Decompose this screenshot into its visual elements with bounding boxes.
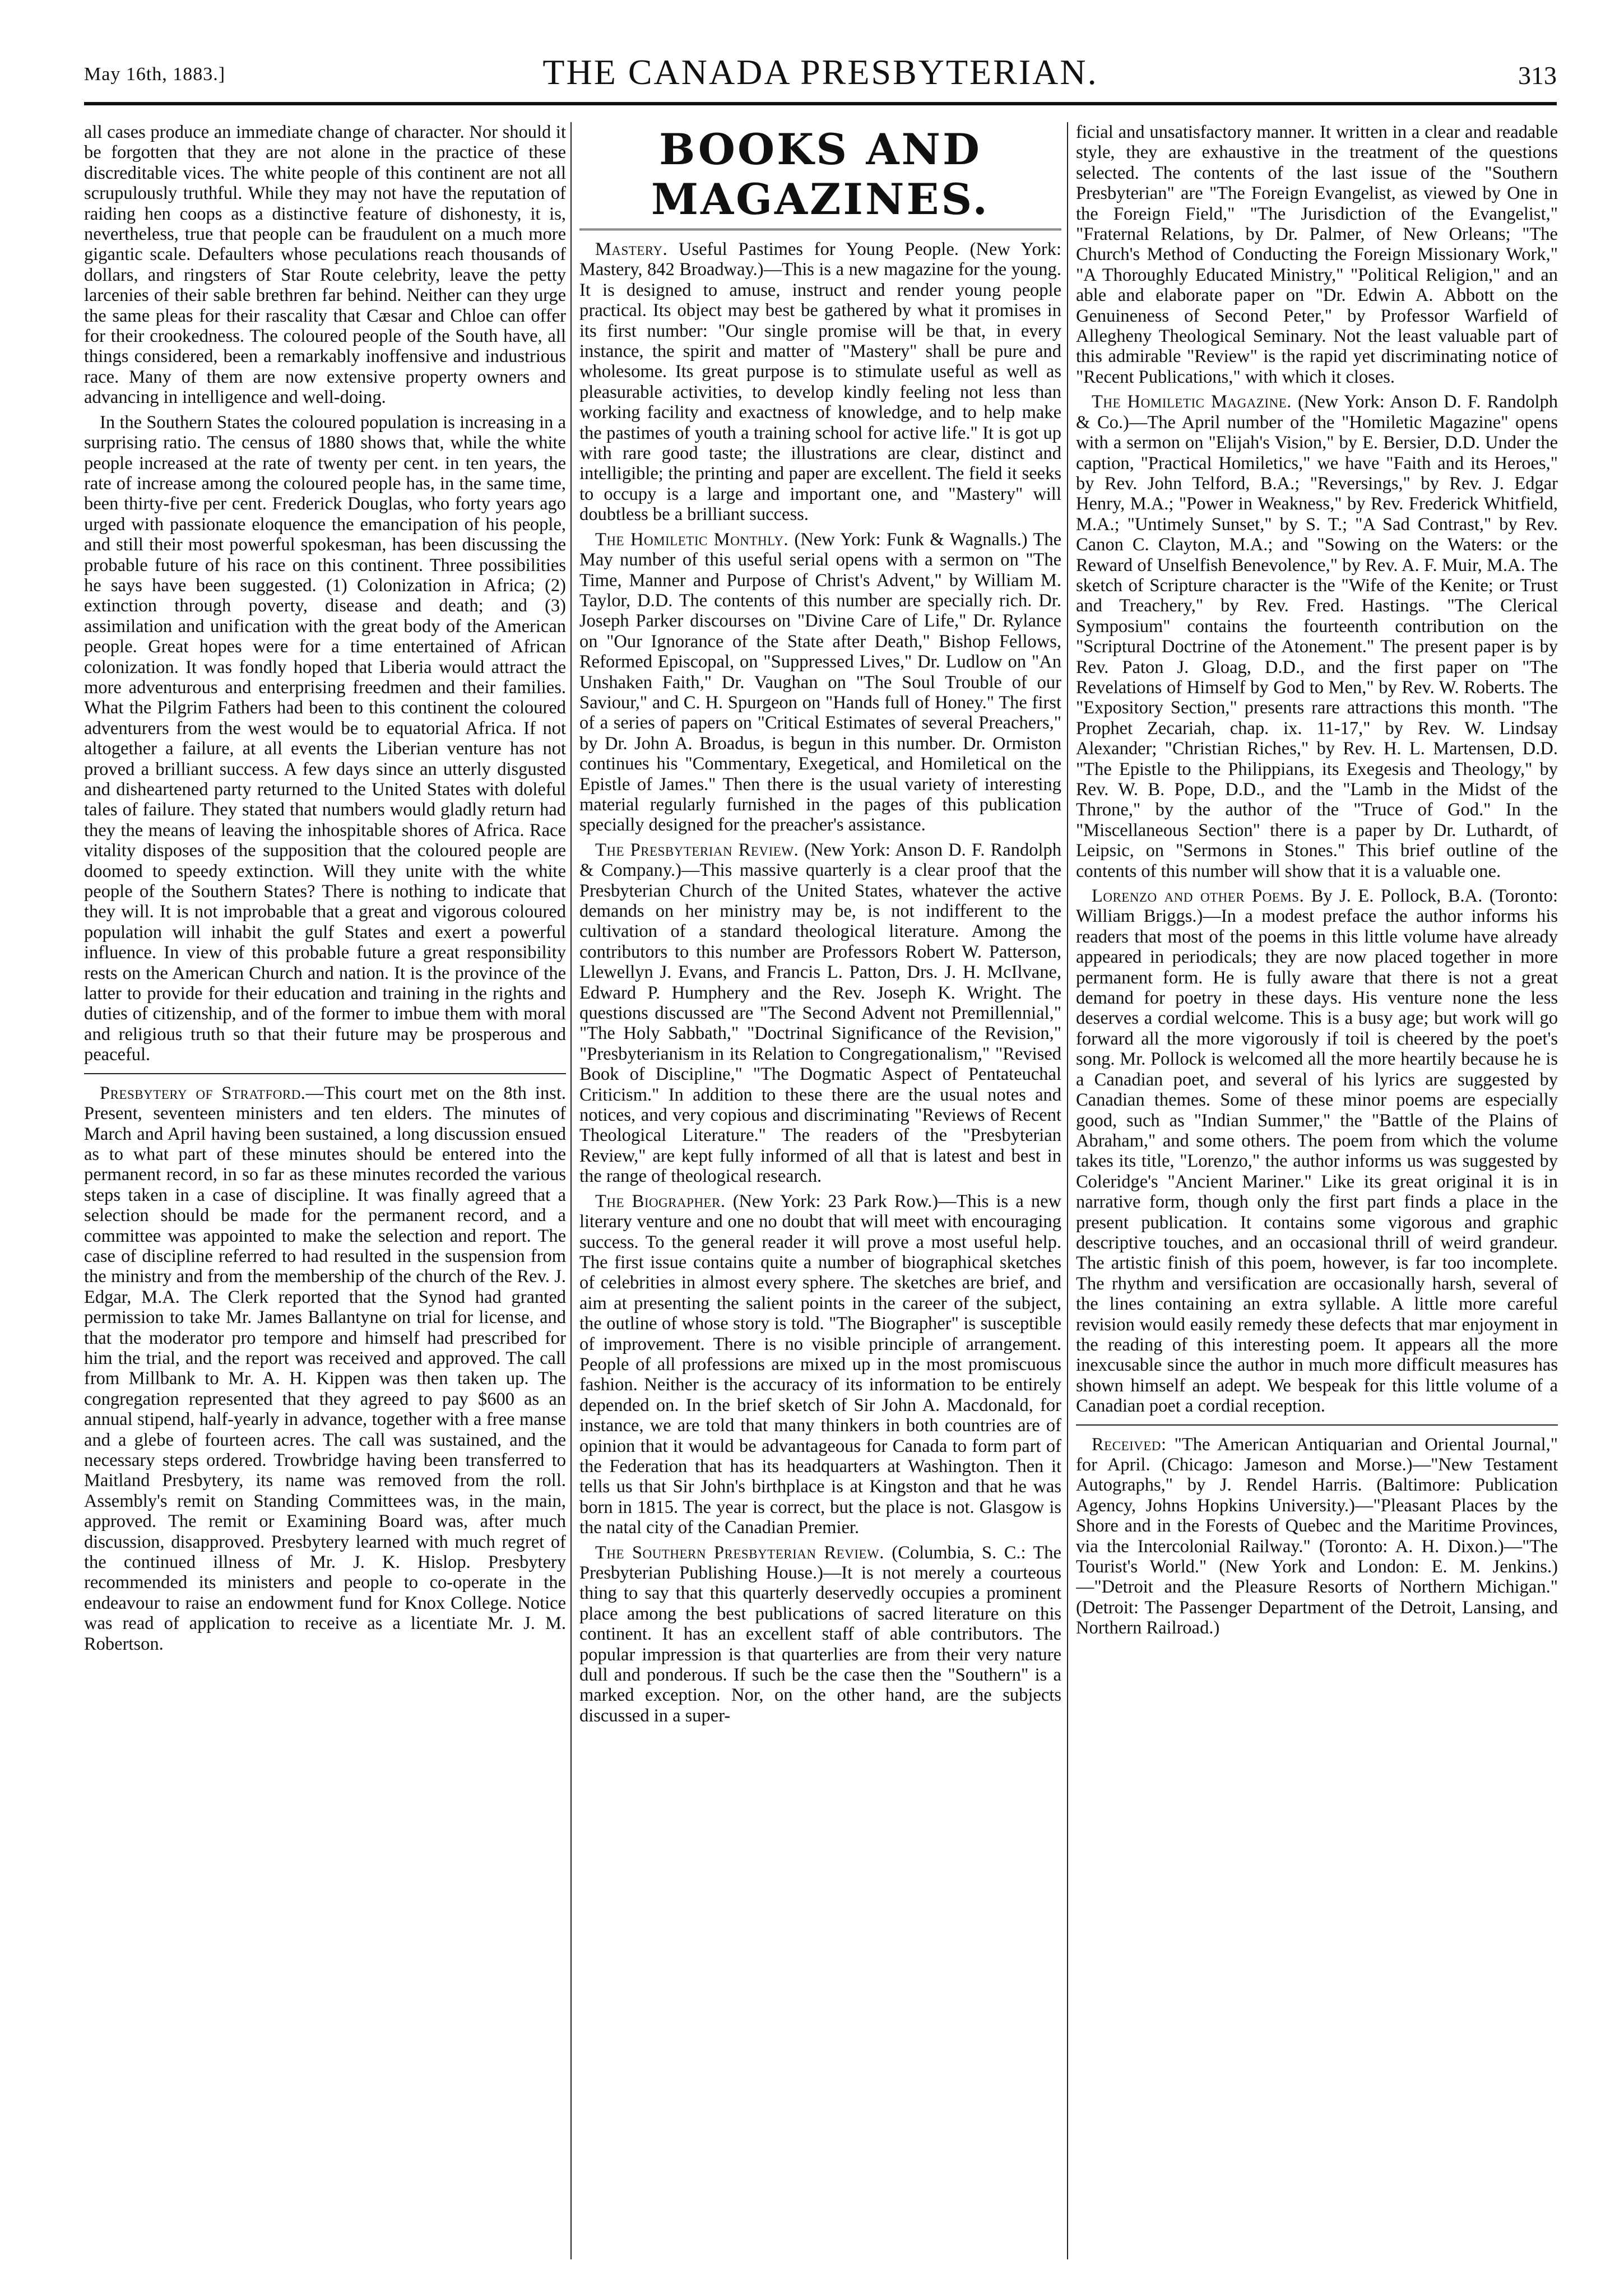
review-biographer: [579, 1191, 1061, 1538]
masthead-title: THE CANADA PRESBYTERIAN.: [542, 52, 1098, 92]
column-left: [84, 122, 566, 2259]
section-divider: [1076, 1424, 1558, 1426]
review-lead: The Presbyterian Review.: [595, 839, 799, 860]
review-southern-presbyterian: [579, 1543, 1061, 1726]
review-body: (New York: Funk & Wagnalls.) The May number of this useful serial opens with a sermon on "The Time, Manner and Purpose of Christ's Advent," by William M. Taylor, D.D. The contents of this number are specially rich. Dr. Joseph Parker discourses on "Divine Care of Life," Dr. Rylance on "Our Ignorance of the State after Death," Bishop Fellows, Reformed Episcopal, on "Suppressed Lives," Dr. Ludlow on "An Unshaken Faith," Dr. Vaughan on "The Soul Trouble of our Saviour," and C. H. Spurgeon on "Hands full of Honey." The first of a series of papers on "Critical Estimates of several Preachers," by Dr. John A. Broadus, is begun in this number. Dr. Ormiston continues his "Commentary, Exegetical, and Homiletical on the Epistle of James." Then there is the usual variety of interesting material regularly furnished in the pages of this publication specially designed for the preacher's assistance.: [579, 529, 1061, 835]
article-paragraph: all cases produce an immediate change of character. Nor should it be forgotten that they are not alone in the practice of these discreditable vices. The white people of this continent are not all scrupulously truthful. While they may not have the reputation of raiding hen coops as a distinctive feature of dishonesty, it is, nevertheless, true that people can be fraudulent on a much more gigantic scale. Defaulters whose peculations reach thousands of dollars, and ringsters of Star Route celebrity, leave the petty larcenies of their sable brethren far behind. Neither can they urge the same pleas for their rascality that Cæsar and Chloe can offer for their crookedness. The coloured people of the South have, all things considered, been a remarkably inoffensive and industrious race. Many of them are now extensive property owners and advancing in intelligence and well-doing.: [84, 122, 566, 408]
presbytery-notice: [84, 1083, 566, 1654]
review-lead: Lorenzo and other Poems.: [1092, 886, 1305, 907]
notice-lead: Presbytery of Stratford.: [100, 1083, 306, 1103]
review-body: Useful Pastimes for Young People. (New York: Mastery, 842 Broadway.)—This is a new magazine for the young. It is designed to amuse, instruct and render young people practical. Its object may best be gathered by what it promises in its first number: "Our single promise will be that, in every instance, the spirit and matter of "Mastery" shall be pure and wholesome. Its great purpose is to stimulate useful as well as pleasurable activities, to develop kindly feeling not less than working facility and exactness of knowledge, and to help make the pastimes of youth a training school for active life." It is got up with rare good taste; the illustrations are clear, distinct and intelligible; the printing and paper are excellent. The field it seeks to occupy is a large and important one, and "Mastery" will doubtless be a brilliant success.: [579, 239, 1061, 525]
section-title: BOOKS AND MAGAZINES.: [579, 122, 1061, 230]
received-lead: Received:: [1092, 1434, 1167, 1455]
review-homiletic-magazine: [1076, 392, 1558, 881]
issue-date: May 16th, 1883.]: [84, 64, 226, 85]
review-continuation: ficial and unsatisfactory manner. It written in a clear and readable style, they are exhaustive in the treatment of the questions selected. The contents of the last issue of the "Southern Presbyterian" are "The Foreign Evangelist, as viewed by One in the Foreign Field," "The Jurisdiction of the Evangelist," "Fraternal Relations, by Dr. Palmer, of New Orleans; "The Church's Method of Conducting the Foreign Missionary Work," "A Thoroughly Educated Ministry," "Political Religion," and an able and elaborate paper on "Dr. Edwin A. Abbott on the Genuineness of Second Peter," by Professor Warfield of Allegheny Theological Seminary. Not the least valuable part of this admirable "Review" is the rapid yet discriminating notice of "Recent Publications," with which it closes.: [1076, 122, 1558, 387]
section-divider: [84, 1073, 566, 1074]
review-body: (New York: Anson D. F. Randolph & Company.)—This massive quarterly is a clear proof that the Presbyterian Church of the United States, whatever the active demands on her ministry may be, is not indifferent to the cultivation of a standard theological literature. Among the contributors to this number are Professors Robert W. Patterson, Llewellyn J. Evans, and Francis L. Patton, Drs. J. H. McIlvane, Edward P. Humphery and the Rev. Joseph K. Wright. The questions discussed are "The Second Advent not Premillennial," "The Holy Sabbath," "Doctrinal Significance of the Revision," "Presbyterianism in its Relation to Congregationalism," "Revised Book of Discipline," "The Dogmatic Aspect of Pentateuchal Criticism." In addition to these there are the usual notes and notices, and very copious and discriminating "Reviews of Recent Theological Literature." The readers of the "Presbyterian Review," are kept fully informed of all that is latest and best in the range of theological research.: [579, 839, 1061, 1187]
review-homiletic-monthly: [579, 530, 1061, 835]
review-presbyterian-review: [579, 840, 1061, 1187]
notice-body: —This court met on the 8th inst. Present, seventeen ministers and ten elders. The minutes of March and April having been sustained, a long discussion ensued as to what part of these minutes should be entered into the permanent record, in so far as these minutes recorded the various steps taken in a case of discipline. It was finally agreed that a selection should be made for the permanent record, and a committee was appointed to make the selection and report. The case of discipline referred to had resulted in the suspension from the ministry and from the membership of the church of the Rev. J. Edgar, M.A. The Clerk reported that the Synod had granted permission to take Mr. James Ballantyne on trial for license, and that the moderator pro tempore and himself had prescribed for him the trial, and the report was received and approved. The call from Millbank to Mr. A. H. Kippen was then taken up. The congregation represented that they agreed to pay $600 as an annual stipend, half-yearly in advance, together with a free manse and a glebe of fourteen acres. The call was sustained, and the necessary steps ordered. Trowbridge having been transferred to Maitland Presbytery, its name was removed from the roll. Assembly's remit on Standing Committees was, in the main, approved. The remit or Examining Board was, after much discussion, disapproved. Presbytery learned with much regret of the continued illness of Mr. J. K. Hislop. Presbytery recommended its ministers and people to co-operate in the endeavour to raise an endowment fund for Knox College. Notice was read of application to receive as a licentiate Mr. J. M. Robertson.: [84, 1083, 566, 1654]
column-rule: [1067, 122, 1068, 2259]
received-body: "The American Antiquarian and Oriental Journal," for April. (Chicago: Jameson and Morse.)—"New Testament Autographs," by J. Rendel Harris. (Baltimore: Publication Agency, Johns Hopkins University.)—"Pleasant Places by the Shore and in the Forests of Quebec and the Maritime Provinces, via the Intercolonial Railway." (Toronto: A. H. Dixon.)—"The Tourist's World." (New York and London: E. M. Jenkins.)—"Detroit and the Pleasure Resorts of Northern Michigan." (Detroit: The Passenger Department of the Detroit, Lansing, and Northern Railroad.): [1076, 1434, 1558, 1638]
review-body: (Columbia, S. C.: The Presbyterian Publishing House.)—It is not merely a courteous thing to say that this quarterly deservedly occupies a prominent place among the best publications of sacred literature on this continent. It has an excellent staff of able contributors. The popular impression is that quarterlies are from their very nature dull and ponderous. If such be the case then the "Southern" is a marked exception. Nor, on the other hand, are the subjects discussed in a super-: [579, 1542, 1061, 1726]
review-lead: The Southern Presbyterian Review.: [595, 1542, 884, 1563]
review-lead: The Homiletic Monthly.: [595, 529, 789, 550]
column-rule: [570, 122, 572, 2259]
review-lorenzo: [1076, 886, 1558, 1417]
review-mastery: [579, 239, 1061, 525]
review-lead: The Homiletic Magazine.: [1092, 392, 1292, 412]
article-paragraph: In the Southern States the coloured population is increasing in a surprising ratio. The census of 1880 shows that, while the white people increased at the rate of twenty per cent. in ten years, the rate of increase among the coloured people has, in the same time, been thirty-five per cent. Frederick Douglas, who forty years ago urged with passionate eloquence the emancipation of his people, and still their most powerful spokesman, has been discussing the probable future of his race on this continent. Three possibilities he says have been suggested. (1) Colonization in Africa; (2) extinction through poverty, disease and death; and (3) assimilation and unification with the great body of the American people. Great hopes were for a time entertained of African colonization. It was fondly hoped that Liberia would attract the more adventurous and enterprising freedmen and their families. What the Pilgrim Fathers had been to this continent the coloured adventurers from the west would be to equatorial Africa. If not altogether a failure, at all events the Liberian venture has not proved a brilliant success. A few days since an utterly disgusted and disheartened party returned to the United States with doleful tales of failure. They stated that numbers would gladly return had they the means of leaving the inhospitable shores of Africa. Race vitality disposes of the supposition that the coloured people are doomed to speedy extinction. Will they unite with the white people of the Southern States? There is nothing to indicate that they will. It is not improbable that a great and vigorous coloured population will inhabit the gulf States and exert a powerful influence. In view of this probable future a great responsibility rests on the American Church and nation. It is the province of the latter to provide for their education and training in the rights and duties of citizenship, and of the former to imbue them with moral and religious truth so that their future may be prosperous and peaceful.: [84, 412, 566, 1065]
review-lead: The Biographer.: [595, 1191, 726, 1212]
review-body: (New York: 23 Park Row.)—This is a new literary venture and one no doubt that will meet with encouraging success. To the general reader it will prove a most useful help. The first issue contains quite a number of biographical sketches of celebrities in almost every sphere. The sketches are brief, and aim at presenting the salient points in the career of the subject, the outline of whose story is told. "The Biographer" is susceptible of improvement. There is no visible principle of arrangement. People of all professions are mixed up in the most promiscuous fashion. Neither is the accuracy of its information to be entirely depended on. In the brief sketch of Sir John A. Macdonald, for instance, we are told that many thinkers in both countries are of opinion that it would be advantageous for Canada to form part of the Federation that has its headquarters at Washington. Then it tells us that Sir John's birthplace is at Kingston and that he was born in 1815. The year is correct, but the place is not. Glasgow is the natal city of the Canadian Premier.: [579, 1191, 1061, 1538]
review-lead: Mastery.: [595, 239, 668, 259]
received-list: [1076, 1435, 1558, 1638]
page-number: 313: [1518, 61, 1557, 90]
column-middle: [579, 122, 1061, 2259]
review-body: By J. E. Pollock, B.A. (Toronto: William Briggs.)—In a modest preface the author informs his readers that most of the poems in this little volume have already appeared in periodicals; they are now placed together in more permanent form. He is fully aware that there is not a great demand for poetry in these days. His venture none the less deserves a cordial welcome. This is a busy age; but work will go forward all the more vigorously if toil is cheered by the poet's song. Mr. Pollock is welcomed all the more heartily because he is a Canadian poet, and several of his lyrics are suggested by Canadian themes. Some of these minor poems are especially good, such as "Indian Summer," the "Battle of the Plains of Abraham," and some others. The poem from which the volume takes its title, "Lorenzo," the author informs us was suggested by Coleridge's "Ancient Mariner." Like its great original it is in narrative form, though only the first part finds a place in the present publication. It contains some vigorous and graphic descriptive touches, and an occasional thrill of weird grandeur. The artistic finish of this poem, however, is far too incomplete. The rhythm and versification are occasionally harsh, several of the lines containing an extra syllable. A little more careful revision would easily remedy these defects that mar enjoyment in the reading of this interesting poem. It appears all the more inexcusable since the author in much more difficult measures has shown himself an adept. We bespeak for this little volume of a Canadian poet a cordial reception.: [1076, 886, 1558, 1417]
page-header: [84, 52, 1557, 105]
column-right: [1076, 122, 1558, 2259]
review-body: (New York: Anson D. F. Randolph & Co.)—The April number of the "Homiletic Magazine" opens with a sermon on "Elijah's Vision," by E. Bersier, D.D. Under the caption, "Practical Homiletics," we have "Faith and its Heroes," by Rev. John Telford, B.A.; "Reversings," by Rev. J. Edgar Henry, M.A.; "Power in Weakness," by Rev. Frederick Whitfield, M.A.; "Untimely Sunset," by S. T.; "A Sad Contrast," by Rev. Canon C. Clayton, M.A.; and "Sowing on the Waters: or the Reward of Unselfish Benevolence," by Rev. A. F. Muir, M.A. The sketch of Scripture character is the "Wife of the Kenite; or Trust and Treachery," by Rev. Fred. Hastings. "The Clerical Symposium" contains the fourteenth contribution on the "Scriptural Doctrine of the Atonement." The present paper is by Rev. Paton J. Gloag, D.D., and the first paper on "The Revelations of Himself by God to Men," by Rev. W. Roberts. The "Expository Section," presents rare attractions this month. "The Prophet Zecariah, chap. ix. 11-17," by Rev. W. Lindsay Alexander; "Christian Riches," by Rev. H. L. Martensen, D.D. "The Epistle to the Philippians, its Exegesis and Theology," by Rev. W. B. Pope, D.D., and the "Lamb in the Midst of the Throne," by the author of the "Truce of God." In the "Miscellaneous Section" there is a paper by Dr. Luthardt, of Leipsic, on "Sermons in Stones." This brief outline of the contents of this number will show that it is a valuable one.: [1076, 392, 1558, 881]
